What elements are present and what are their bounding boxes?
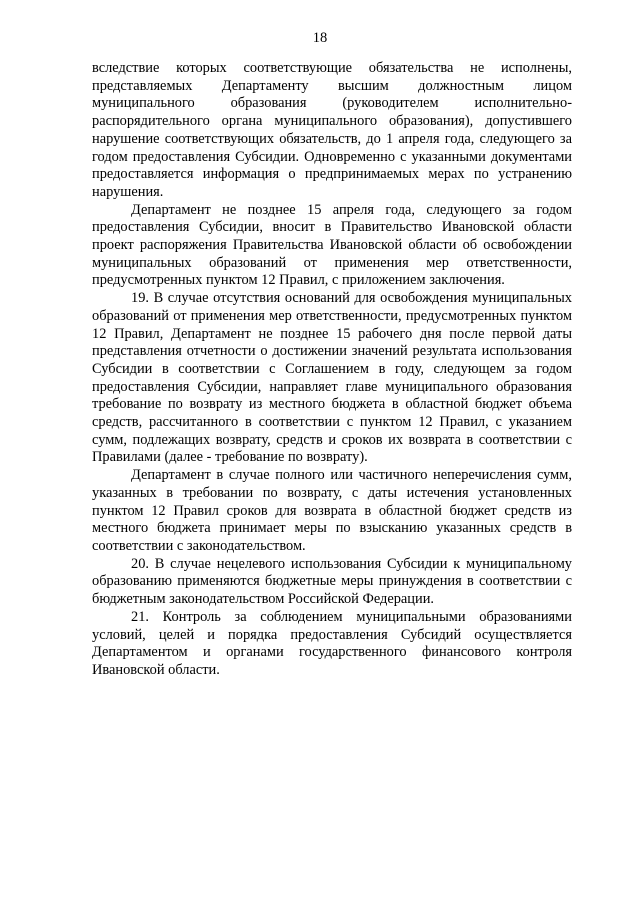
page-number: 18 bbox=[312, 30, 328, 46]
paragraph-recovery-measures: Департамент в случае полного или частичного неперечисления сумм, указанных в требовании по возврату, с даты истечения установленных пунктом 12 Правил сроков для возврата в областной бюджет средств из местного бюджета принимает меры по взысканию указанных средств в соответствии с законодательством. bbox=[92, 467, 572, 554]
paragraph-item-21: 21. Контроль за соблюдением муниципальными образованиями условий, целей и порядка предоставления Субсидий осуществляется Департаментом и органами государственного финансового контроля Ивановской области. bbox=[92, 608, 572, 678]
paragraph-item-20: 20. В случае нецелевого использования Субсидии к муниципальному образованию применяются бюджетные меры принуждения в соответствии с бюджетным законодательством Российской Федерации. bbox=[92, 555, 572, 608]
document-body bbox=[92, 60, 572, 680]
paragraph-item-19: 19. В случае отсутствия оснований для освобождения муниципальных образований от применения мер ответственности, предусмотренных пунктом 12 Правил, Департамент не позднее 15 рабочего дня после первой даты представления отчетности о достижении значений результата использования Субсидии в соответствии с Соглашением в году, следующем за годом предоставления Субсидии, направляет главе муниципального образования требование по возврату из местного бюджета в областной бюджет объема средств, рассчитанного в соответствии с пунктом 12 Правил, с указанием сумм, подлежащих возврату, средств и сроков их возврата в соответствии с Правилами (далее - требование по возврату). bbox=[92, 290, 572, 466]
paragraph-continuation: вследствие которых соответствующие обязательства не исполнены, представляемых Департаменту высшим должностным лицом муниципального образования (руководителем исполнительно-распорядительного органа муниципального образования), допустившего нарушение соответствующих обязательств, до 1 апреля года, следующего за годом предоставления Субсидии. Одновременно с указанными документами предоставляется информация о предпринимаемых мерах по устранению нарушения. bbox=[92, 60, 572, 200]
paragraph-department-deadline: Департамент не позднее 15 апреля года, следующего за годом предоставления Субсидии, вносит в Правительство Ивановской области проект распоряжения Правительства Ивановской области об освобождении муниципальных образований от применения мер ответственности, предусмотренных пунктом 12 Правил, с приложением заключения. bbox=[92, 201, 572, 289]
